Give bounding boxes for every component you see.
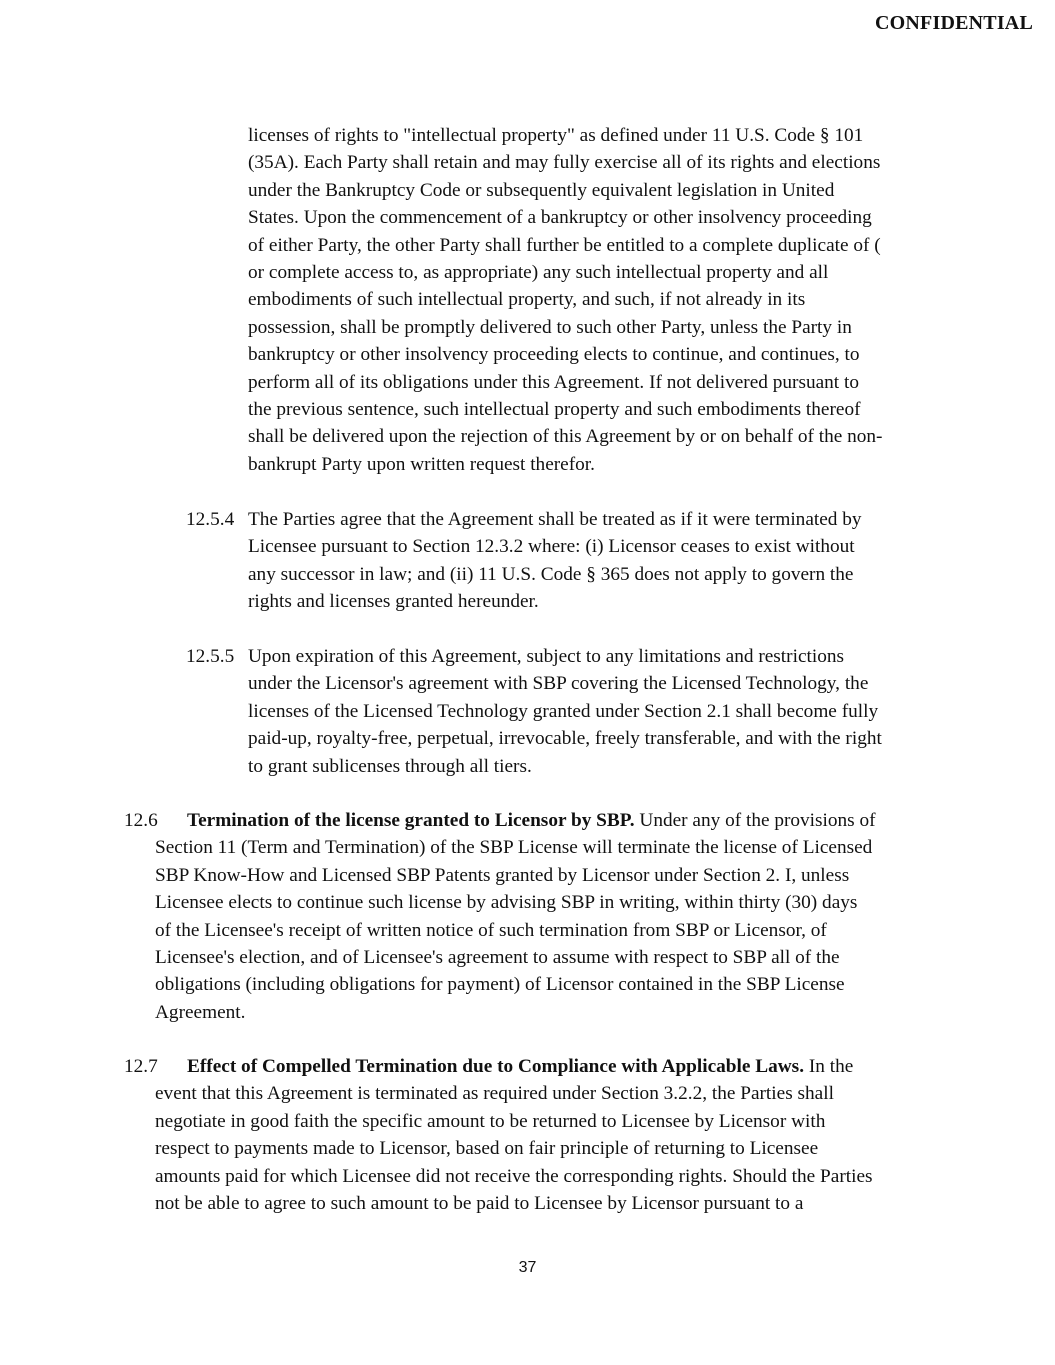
paragraph-line: of either Party, the other Party shall further be entitled to a complete duplicate of ( [248,234,881,256]
section-12-7 [124,1053,944,1217]
paragraph-line: to grant sublicenses through all tiers. [248,755,532,777]
section-number: 12.5.4 [186,509,235,530]
paragraph-line: paid-up, royalty-free, perpetual, irrevocable, freely transferable, and with the right [248,728,882,750]
paragraph-line: not be able to agree to such amount to be paid to Licensee by Licensor pursuant to a [155,1193,804,1215]
paragraph-line: perform all of its obligations under this Agreement. If not delivered pursuant to [248,371,859,393]
paragraph-line: licenses of rights to "intellectual property" as defined under 11 U.S. Code § 101 [248,125,864,146]
paragraph-line: States. Upon the commencement of a bankruptcy or other insolvency proceeding [248,207,872,229]
paragraph-line: Licensee pursuant to Section 12.3.2 where: (i) Licensor ceases to exist without [248,536,855,558]
paragraph-line: Licensee elects to continue such license by advising SBP in writing, within thirty (30) days [155,892,858,914]
paragraph-line: Licensee's election, and of Licensee's agreement to assume with respect to SBP all of the [155,947,840,969]
paragraph-line: embodiments of such intellectual property, and such, if not already in its [248,289,806,311]
paragraph-line: bankrupt Party upon written request therefor. [248,453,595,475]
paragraph-line: negotiate in good faith the specific amount to be returned to Licensee by Licensor with [155,1110,826,1132]
section-12-5-4 [186,506,946,616]
page-number: 37 [518,1259,537,1276]
section-heading: Termination of the license granted to Licensor by SBP. [187,810,635,831]
paragraph-line: possession, shall be promptly delivered to such other Party, unless the Party in [248,316,852,338]
paragraph-line: amounts paid for which Licensee did not receive the corresponding rights. Should the Parties [155,1165,873,1187]
heading-line-text: Under any of the provisions of [634,810,876,831]
paragraph-line: (35A). Each Party shall retain and may fully exercise all of its rights and elections [248,152,881,174]
paragraph-line: of the Licensee's receipt of written notice of such termination from SBP or Licensor, of [155,919,827,941]
paragraph-line: the previous sentence, such intellectual property and such embodiments thereof [248,399,861,421]
continuation-paragraph [248,122,948,478]
paragraph-line: The Parties agree that the Agreement shall be treated as if it were terminated by [248,509,862,530]
section-heading: Effect of Compelled Termination due to Compliance with Applicable Laws. [187,1056,805,1077]
paragraph-line: any successor in law; and (ii) 11 U.S. Code § 365 does not apply to govern the [248,563,854,585]
heading-line-text: In the [804,1056,854,1077]
paragraph-line: under the Licensor's agreement with SBP covering the Licensed Technology, the [248,673,869,695]
paragraph-line: Agreement. [155,1001,246,1023]
section-number: 12.6 [124,810,158,831]
paragraph-line: obligations (including obligations for payment) of Licensor contained in the SBP License [155,974,845,996]
paragraph-line: under the Bankruptcy Code or subsequently equivalent legislation in United [248,179,835,201]
section-12-5-5 [186,643,946,780]
section-heading-line [124,1053,944,1080]
paragraph-line: or complete access to, as appropriate) any such intellectual property and all [248,262,829,284]
section-heading-line [124,807,944,834]
paragraph-line: SBP Know-How and Licensed SBP Patents granted by Licensor under Section 2. I, unless [155,864,850,886]
section-number: 12.5.5 [186,646,235,667]
paragraph-line: Upon expiration of this Agreement, subject to any limitations and restrictions [248,646,844,667]
paragraph-line: rights and licenses granted hereunder. [248,591,539,613]
paragraph-line: bankruptcy or other insolvency proceeding elects to continue, and continues, to [248,344,860,366]
confidential-label: CONFIDENTIAL [875,12,1033,34]
paragraph-line: event that this Agreement is terminated as required under Section 3.2.2, the Parties shall [155,1083,834,1105]
paragraph-line: Section 11 (Term and Termination) of the SBP License will terminate the license of Licensed [155,837,873,859]
paragraph-line: shall be delivered upon the rejection of this Agreement by or on behalf of the non- [248,426,883,448]
section-12-6 [124,807,944,1026]
section-number: 12.7 [124,1056,158,1077]
paragraph-line: respect to payments made to Licensor, based on fair principle of returning to Licensee [155,1138,819,1160]
paragraph-line: licenses of the Licensed Technology granted under Section 2.1 shall become fully [248,700,879,722]
